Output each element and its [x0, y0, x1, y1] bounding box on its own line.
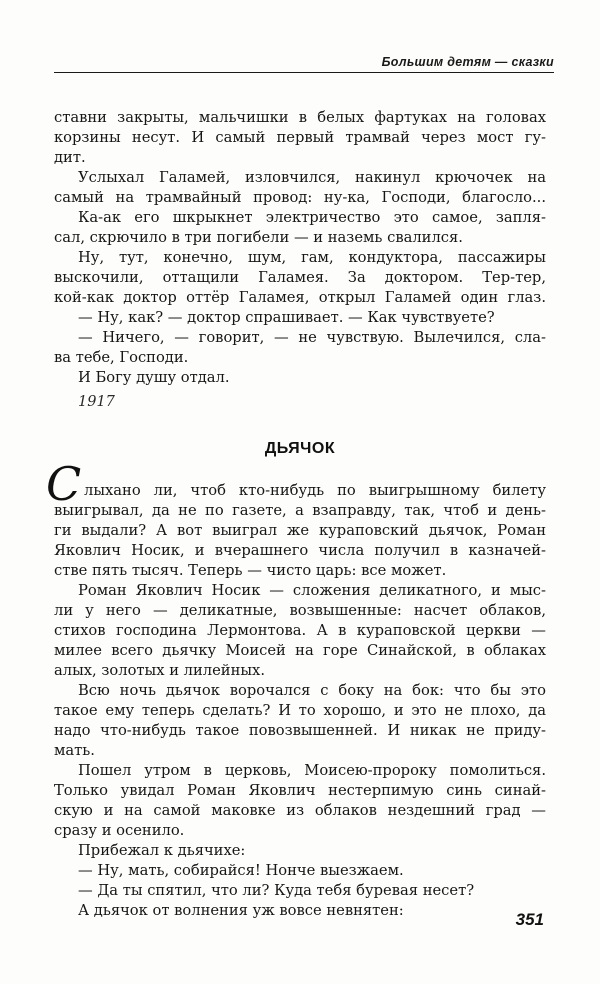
text-line: ставни закрыты, мальчишки в белых фартуках на головах: [54, 109, 546, 126]
text-line: ли у него — деликатные, возвышенные: насчет облаков,: [54, 602, 546, 619]
page-number: 351: [515, 910, 544, 929]
text-line: такое ему теперь сделать? И то хорошо, и это не плохо, да: [54, 702, 546, 719]
header-rule: [54, 72, 554, 73]
text-line: А дьячок от волнения уж вовсе невнятен:: [78, 902, 404, 919]
text-line: дит.: [54, 149, 86, 166]
text-line: Услыхал Галамей, изловчился, накинул крючочек на: [78, 169, 546, 186]
text-line: самый на трамвайный провод: ну-ка, Господи, благосло...: [54, 189, 546, 206]
text-line: корзины несут. И самый первый трамвай через мост гу-: [54, 129, 546, 146]
text-line: ги выдали? А вот выиграл же кураповский дьячок, Роман: [54, 522, 546, 539]
text-line: милее всего дьячку Моисей на горе Синайской, в облаках: [54, 642, 546, 659]
text-line: сал, скрючило в три погибели — и наземь свалился.: [54, 229, 463, 246]
text-line: — Ну, мать, собирайся! Нонче выезжаем.: [78, 862, 404, 879]
story-date: 1917: [78, 394, 115, 410]
text-line: Яковлич Носик, и вчерашнего числа получил в казначей-: [54, 542, 546, 559]
text-line: мать.: [54, 742, 95, 759]
text-line: — Ничего, — говорит, — не чувствую. Вылечился, сла-: [78, 329, 546, 346]
text-line: стве пять тысяч. Теперь — чисто царь: все может.: [54, 562, 447, 579]
text-line: алых, золотых и лилейных.: [54, 662, 266, 679]
text-line: Только увидал Роман Яковлич нестерпимую синь синай-: [54, 782, 546, 799]
text-line: Всю ночь дьячок ворочался с боку на бок: что бы это: [78, 682, 546, 699]
text-line: Прибежал к дьячихе:: [78, 842, 246, 859]
text-line: скую и на самой маковке из облаков нездешний град —: [54, 802, 546, 819]
text-line: Пошел утром в церковь, Моисею-пророку помолиться.: [78, 762, 546, 779]
text-line: И Богу душу отдал.: [78, 369, 230, 386]
text-line: надо что-нибудь такое повозвышенней. И никак не приду-: [54, 722, 546, 739]
text-line: лыхано ли, чтоб кто-нибудь по выигрышному билету: [84, 482, 546, 499]
text-line: стихов господина Лермонтова. А в кураповской церкви —: [54, 622, 546, 639]
text-line: сразу и осенило.: [54, 822, 185, 839]
text-line: — Да ты спятил, что ли? Куда тебя буревая несет?: [78, 882, 475, 899]
text-line: выигрывал, да не по газете, а взаправду, так, чтоб и день-: [54, 502, 546, 519]
drop-cap: С: [46, 457, 82, 511]
chapter-title: ДЬЯЧОК: [264, 440, 336, 457]
text-line: Ка-ак его шкрыкнет электричество это самое, запля-: [78, 209, 546, 226]
running-head: Большим детям — сказки: [381, 55, 554, 69]
text-line: ва тебе, Господи.: [54, 349, 189, 366]
text-line: Ну, тут, конечно, шум, гам, кондуктора, пассажиры: [78, 249, 546, 266]
text-line: Роман Яковлич Носик — сложения деликатного, и мыс-: [78, 582, 546, 599]
text-line: выскочили, оттащили Галамея. За доктором. Тер-тер,: [54, 269, 546, 286]
text-line: кой-как доктор оттёр Галамея, открыл Галамей один глаз.: [54, 289, 546, 306]
text-line: — Ну, как? — доктор спрашивает. — Как чувствуете?: [78, 309, 495, 326]
